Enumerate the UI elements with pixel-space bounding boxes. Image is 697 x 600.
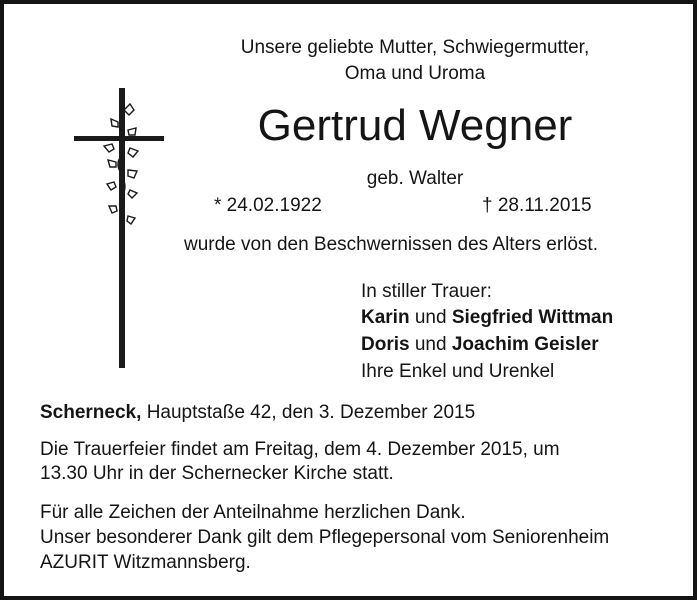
birth-name: geb. Walter — [366, 168, 464, 189]
deceased-name: Gertrud Wegner — [257, 101, 573, 150]
mourner-couple-2 — [361, 333, 599, 357]
location-place: Scherneck, — [40, 402, 142, 423]
location-address-date: Hauptstaße 42, den 3. Dezember 2015 — [146, 402, 476, 423]
mourner-first-name: Karin — [361, 307, 410, 328]
mourner-second-name: Siegfried Wittman — [451, 307, 614, 328]
intro-line-1: Unsere geliebte Mutter, Schwiegermutter, — [240, 37, 590, 58]
mourner-second-name: Joachim Geisler — [451, 334, 599, 355]
cross-with-ivy-icon — [74, 88, 174, 368]
thanks-line-1: Für alle Zeichen der Anteilnahme herzlichen Dank. — [40, 502, 466, 523]
thanks-line-3: AZURIT Witzmannsberg. — [40, 552, 251, 573]
mourner-first-name: Doris — [361, 334, 410, 355]
mourner-couple-1 — [361, 306, 613, 330]
intro-line-2: Oma und Uroma — [344, 63, 486, 84]
mourner-family: Ihre Enkel und Urenkel — [361, 361, 555, 382]
conjunction: und — [414, 334, 447, 355]
ceremony-line-1: Die Trauerfeier findet am Freitag, dem 4. Dezember 2015, um — [40, 439, 560, 460]
ceremony-line-2: 13.30 Uhr in der Schernecker Kirche statt. — [40, 463, 394, 484]
thanks-line-2: Unser besonderer Dank gilt dem Pflegepersonal vom Seniorenheim — [40, 527, 610, 548]
birth-date: * 24.02.1922 — [214, 195, 322, 216]
location-line — [40, 401, 475, 425]
death-date: † 28.11.2015 — [482, 195, 592, 216]
statement: wurde von den Beschwernissen des Alters erlöst. — [184, 234, 598, 255]
mourning-intro: In stiller Trauer: — [361, 281, 492, 302]
conjunction: und — [414, 307, 447, 328]
